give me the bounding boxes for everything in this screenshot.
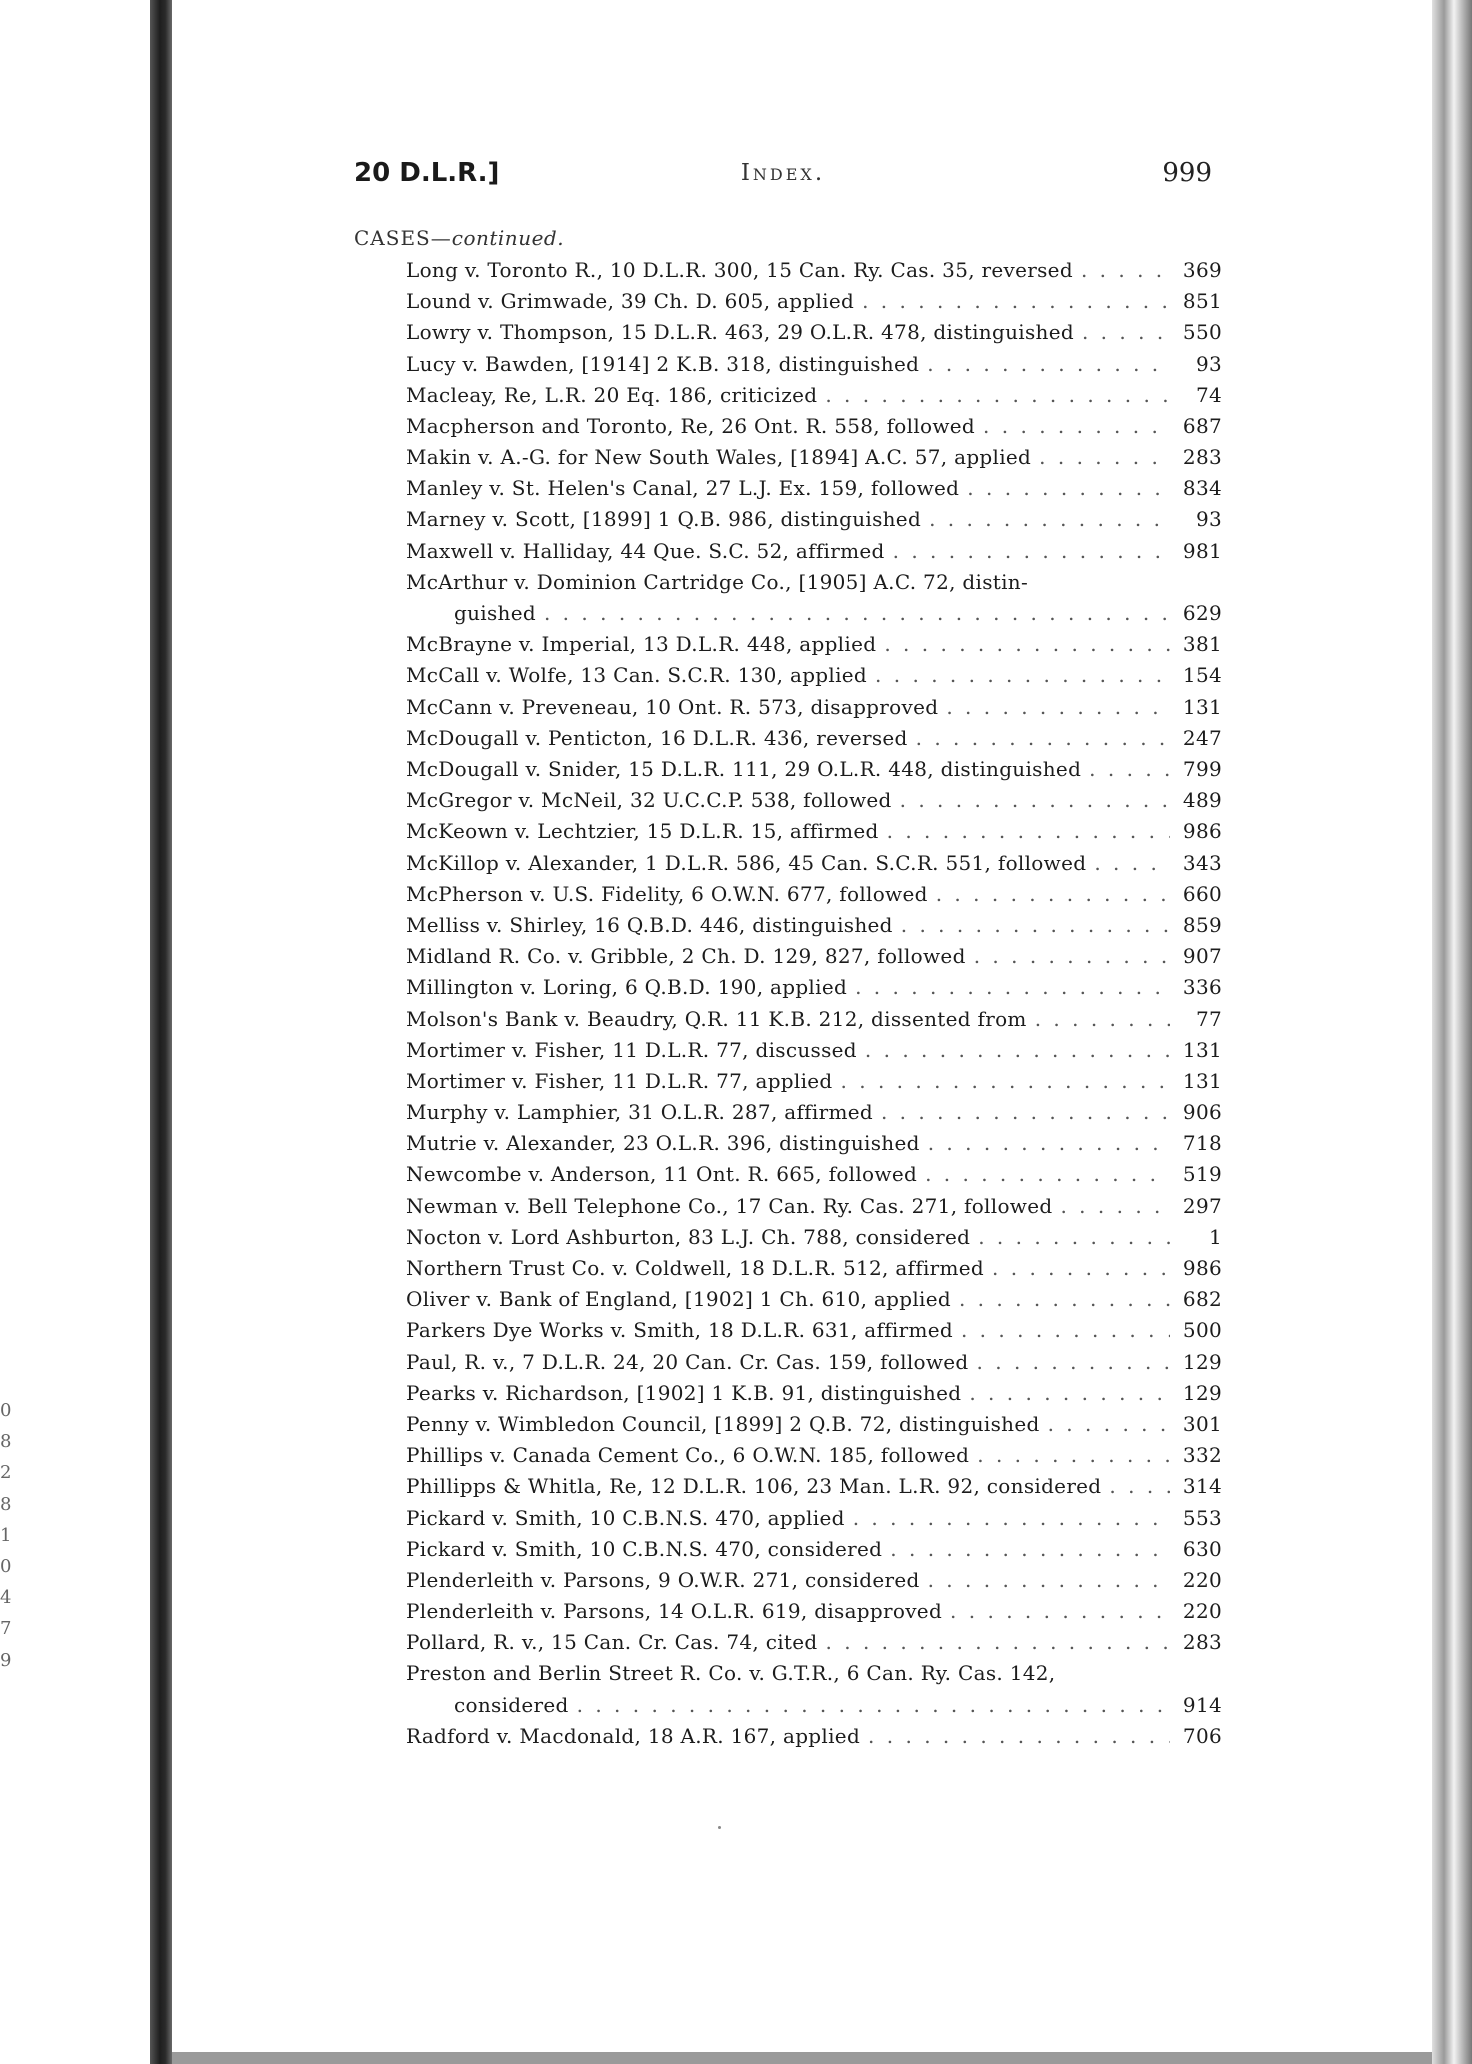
index-entry [406, 473, 1222, 504]
margin-digit: 9 [0, 1649, 12, 1671]
entry-text: Macpherson and Toronto, Re, 26 Ont. R. 558, followed [406, 413, 976, 438]
entry-page-number: 519 [1182, 1162, 1222, 1187]
index-entry [406, 411, 1222, 442]
entry-text: Newcombe v. Anderson, 11 Ont. R. 665, followed [406, 1162, 918, 1187]
dot-leader [927, 349, 1170, 380]
margin-digit: 2 [0, 1462, 12, 1484]
dot-leader [1089, 754, 1170, 785]
dot-leader [959, 1284, 1170, 1315]
dot-leader [925, 1159, 1170, 1190]
page-number: 999 [1162, 158, 1212, 188]
dot-leader [884, 629, 1170, 660]
index-entry [406, 785, 1222, 816]
index-entry [406, 567, 1222, 629]
entry-page-number: 297 [1182, 1193, 1222, 1218]
entry-page-number: 381 [1182, 632, 1222, 657]
entry-text: McDougall v. Penticton, 16 D.L.R. 436, reversed [406, 725, 908, 750]
entry-text: McKillop v. Alexander, 1 D.L.R. 586, 45 Can. S.C.R. 551, followed [406, 850, 1087, 875]
index-entry [406, 1284, 1222, 1315]
dot-leader [887, 816, 1170, 847]
entry-text: McCann v. Preveneau, 10 Ont. R. 573, disapproved [406, 694, 939, 719]
page-edge [1432, 0, 1472, 2064]
entry-page-number: 131 [1182, 1037, 1222, 1062]
dot-leader [1109, 1471, 1170, 1502]
index-entry [406, 255, 1222, 286]
section-heading-label: CASES— [354, 226, 452, 250]
index-entry [406, 972, 1222, 1003]
margin-digit: 0 [0, 1400, 12, 1421]
page-header [354, 158, 1212, 198]
index-entry [406, 442, 1222, 473]
index-entry [406, 1191, 1222, 1222]
index-entry [406, 1159, 1222, 1190]
entry-text: McPherson v. U.S. Fidelity, 6 O.W.N. 677, followed [406, 881, 928, 906]
entry-text: Parkers Dye Works v. Smith, 18 D.L.R. 631, affirmed [406, 1318, 953, 1343]
entry-page-number: 343 [1182, 850, 1222, 875]
entry-text: Midland R. Co. v. Gribble, 2 Ch. D. 129, 827, followed [406, 944, 966, 969]
entry-page-number: 550 [1182, 320, 1222, 345]
index-entry [406, 1315, 1222, 1346]
index-entry [406, 1253, 1222, 1284]
entry-page-number: 283 [1182, 1630, 1222, 1655]
margin-digit: 8 [0, 1431, 12, 1453]
index-entry [406, 1721, 1222, 1752]
entry-text: Long v. Toronto R., 10 D.L.R. 300, 15 Can. Ry. Cas. 35, reversed [406, 257, 1073, 282]
margin-digit: 8 [0, 1493, 12, 1515]
index-entry [406, 1534, 1222, 1565]
entry-text: Melliss v. Shirley, 16 Q.B.D. 446, distinguished [406, 912, 893, 937]
entry-page-number: 851 [1182, 289, 1222, 314]
index-entry [406, 910, 1222, 941]
entry-page-number: 906 [1182, 1100, 1222, 1125]
entry-text: Oliver v. Bank of England, [1902] 1 Ch. 610, applied [406, 1287, 951, 1312]
entry-page-number: 131 [1182, 1068, 1222, 1093]
entry-page-number: 129 [1182, 1349, 1222, 1374]
entry-text: Northern Trust Co. v. Coldwell, 18 D.L.R. 512, affirmed [406, 1256, 985, 1280]
dot-leader [977, 1440, 1170, 1471]
dot-leader [855, 972, 1170, 1003]
index-entry [406, 1097, 1222, 1128]
index-entry [406, 1658, 1222, 1720]
entry-page-number: 314 [1182, 1474, 1222, 1499]
index-entry [406, 848, 1222, 879]
dot-leader [875, 660, 1170, 691]
entry-page-number: 489 [1182, 788, 1222, 813]
index-entry [406, 1347, 1222, 1378]
entry-page-number: 718 [1182, 1131, 1222, 1156]
index-entry [406, 692, 1222, 723]
dot-leader [893, 536, 1170, 567]
dot-leader [862, 286, 1170, 317]
dot-leader [841, 1066, 1170, 1097]
entry-text: Newman v. Bell Telephone Co., 17 Can. Ry. Cas. 271, followed [406, 1193, 1053, 1218]
entry-page-number: 336 [1182, 975, 1222, 1000]
index-entry [406, 349, 1222, 380]
index-entry [406, 723, 1222, 754]
entry-page-number: 799 [1182, 757, 1222, 781]
index-entry [406, 941, 1222, 972]
entry-page-number: 687 [1182, 413, 1222, 438]
index-entry [406, 317, 1222, 348]
entry-text: Phillipps & Whitla, Re, 12 D.L.R. 106, 23 Man. L.R. 92, considered [406, 1474, 1102, 1499]
dot-leader [1082, 317, 1170, 348]
entry-page-number: 77 [1195, 1006, 1222, 1031]
entry-text: Pearks v. Richardson, [1902] 1 K.B. 91, distinguished [406, 1380, 962, 1405]
entry-text: Manley v. St. Helen's Canal, 27 L.J. Ex. 159, followed [406, 476, 960, 501]
index-entry [406, 286, 1222, 317]
entry-page-number: 660 [1182, 881, 1222, 906]
entry-text: Plenderleith v. Parsons, 9 O.W.R. 271, considered [406, 1567, 920, 1592]
dot-leader [992, 1253, 1170, 1284]
entry-page-number: 834 [1182, 476, 1222, 501]
entry-text: Mortimer v. Fisher, 11 D.L.R. 77, discussed [406, 1037, 857, 1062]
entry-text: Maxwell v. Halliday, 44 Que. S.C. 52, affirmed [406, 538, 885, 563]
index-entry [406, 1440, 1222, 1471]
index-entry [406, 1627, 1222, 1658]
dot-leader [936, 879, 1170, 910]
dot-leader [826, 1627, 1170, 1658]
entry-text: McDougall v. Snider, 15 D.L.R. 111, 29 O.L.R. 448, distinguished [406, 757, 1082, 781]
dot-leader [865, 1035, 1170, 1066]
entry-page-number: 93 [1195, 507, 1222, 532]
entry-text: Makin v. A.-G. for New South Wales, [1894] A.C. 57, applied [406, 445, 1032, 470]
entry-text: Murphy v. Lamphier, 31 O.L.R. 287, affirmed [406, 1100, 873, 1125]
entry-text: Penny v. Wimbledon Council, [1899] 2 Q.B. 72, distinguished [406, 1411, 1040, 1436]
entry-page-number: 332 [1182, 1443, 1222, 1468]
entry-text: McCall v. Wolfe, 13 Can. S.C.R. 130, applied [406, 663, 868, 688]
margin-digit: 0 [0, 1556, 12, 1578]
dot-leader [1094, 848, 1170, 879]
facing-page [0, 0, 160, 2064]
dot-leader [825, 380, 1170, 411]
index-entry [406, 816, 1222, 847]
dot-leader [853, 1503, 1170, 1534]
entry-text: Pollard, R. v., 15 Can. Cr. Cas. 74, cited [406, 1630, 818, 1655]
entry-text: Lound v. Grimwade, 39 Ch. D. 605, applied [406, 289, 855, 314]
facing-page-margin-digits [0, 1395, 16, 1676]
section-heading-continued: continued. [451, 226, 565, 250]
index-entry [406, 536, 1222, 567]
entry-text: Phillips v. Canada Cement Co., 6 O.W.N. 185, followed [406, 1443, 970, 1468]
dot-leader [868, 1721, 1170, 1752]
entry-page-number: 706 [1182, 1723, 1222, 1748]
book-gutter [150, 0, 172, 2064]
index-entry [406, 1596, 1222, 1627]
index-entry [406, 380, 1222, 411]
index-entry [406, 1004, 1222, 1035]
dot-leader [881, 1097, 1170, 1128]
dot-leader [928, 1128, 1170, 1159]
margin-digit: 7 [0, 1618, 12, 1640]
entry-text: Pickard v. Smith, 10 C.B.N.S. 470, considered [406, 1536, 883, 1561]
entry-text: McGregor v. McNeil, 32 U.C.C.P. 538, followed [406, 788, 892, 813]
index-entry [406, 629, 1222, 660]
entry-page-number: 907 [1182, 944, 1222, 969]
page-bottom-edge [172, 2052, 1432, 2064]
entry-page-number: 986 [1182, 1256, 1222, 1280]
entry-page-number: 301 [1182, 1411, 1222, 1436]
dot-leader [977, 1347, 1170, 1378]
page-speck [718, 1826, 721, 1829]
index-entry [406, 1222, 1222, 1253]
entry-page-number: 630 [1182, 1536, 1222, 1561]
entry-page-number: 981 [1182, 538, 1222, 563]
index-entries [406, 255, 1222, 1752]
index-entry [406, 1035, 1222, 1066]
index-entry [406, 1503, 1222, 1534]
dot-leader [1081, 255, 1170, 286]
entry-page-number: 500 [1182, 1318, 1222, 1343]
dot-leader [544, 598, 1170, 629]
entry-text: Radford v. Macdonald, 18 A.R. 167, applied [406, 1723, 861, 1748]
entry-text: Pickard v. Smith, 10 C.B.N.S. 470, applied [406, 1505, 845, 1530]
entry-page-number: 682 [1182, 1287, 1222, 1312]
entry-page-number: 986 [1182, 819, 1222, 844]
dot-leader [974, 941, 1170, 972]
index-entry [406, 1471, 1222, 1502]
index-entry [406, 1066, 1222, 1097]
dot-leader [946, 692, 1170, 723]
index-entry [406, 505, 1222, 536]
entry-text: Molson's Bank v. Beaudry, Q.R. 11 K.B. 212, dissented from [406, 1006, 1027, 1031]
index-entry [406, 754, 1222, 785]
index-entry [406, 879, 1222, 910]
entry-text: Nocton v. Lord Ashburton, 83 L.J. Ch. 788, considered [406, 1224, 971, 1249]
dot-leader [929, 504, 1170, 535]
entry-text: Plenderleith v. Parsons, 14 O.L.R. 619, disapproved [406, 1599, 943, 1624]
dot-leader [928, 1565, 1170, 1596]
dot-leader [969, 1378, 1170, 1409]
entry-page-number: 129 [1182, 1380, 1222, 1405]
dot-leader [983, 411, 1170, 442]
margin-digit: 4 [0, 1587, 12, 1609]
section-heading [354, 226, 564, 250]
entry-page-number: 220 [1182, 1567, 1222, 1592]
index-entry [406, 1128, 1222, 1159]
entry-text: Millington v. Loring, 6 Q.B.D. 190, applied [406, 975, 848, 1000]
dot-leader [978, 1222, 1170, 1253]
dot-leader [1048, 1409, 1170, 1440]
dot-leader [1039, 442, 1170, 473]
entry-text: Macleay, Re, L.R. 20 Eq. 186, criticized [406, 382, 818, 407]
entry-page-number: 553 [1182, 1505, 1222, 1530]
entry-page-number: 220 [1182, 1599, 1222, 1624]
entry-text: Preston and Berlin Street R. Co. v. G.T.R., 6 Can. Ry. Cas. 142, [406, 1661, 1056, 1686]
entry-text: McBrayne v. Imperial, 13 D.L.R. 448, applied [406, 632, 877, 657]
entry-text-continued: guished [454, 601, 536, 626]
dot-leader [1035, 1004, 1170, 1035]
entry-text: McArthur v. Dominion Cartridge Co., [1905] A.C. 72, distin- [406, 569, 1029, 594]
entry-page-number: 859 [1182, 912, 1222, 937]
entry-text: Mortimer v. Fisher, 11 D.L.R. 77, applied [406, 1068, 833, 1093]
dot-leader [1060, 1191, 1170, 1222]
index-entry [406, 660, 1222, 691]
entry-page-number: 914 [1182, 1692, 1222, 1717]
dot-leader [916, 723, 1170, 754]
index-entry [406, 1409, 1222, 1440]
dot-leader [950, 1596, 1170, 1627]
dot-leader [901, 910, 1170, 941]
entry-text: Lowry v. Thompson, 15 D.L.R. 463, 29 O.L.R. 478, distinguished [406, 320, 1074, 345]
entry-page-number: 283 [1182, 445, 1222, 470]
dot-leader [577, 1690, 1170, 1721]
running-head: 20 D.L.R.] [354, 158, 500, 188]
margin-digit: 1 [0, 1524, 12, 1546]
entry-page-number: 131 [1182, 694, 1222, 719]
entry-page-number: 74 [1195, 382, 1222, 407]
entry-text: McKeown v. Lechtzier, 15 D.L.R. 15, affirmed [406, 819, 879, 844]
page-title: Index. [740, 160, 826, 186]
index-entry [406, 1378, 1222, 1409]
entry-page-number: 1 [1208, 1224, 1222, 1249]
entry-text: Lucy v. Bawden, [1914] 2 K.B. 318, distinguished [406, 351, 920, 376]
entry-page-number: 154 [1182, 663, 1222, 688]
dot-leader [961, 1315, 1170, 1346]
entry-page-number: 93 [1195, 351, 1222, 376]
entry-page-number: 629 [1182, 601, 1222, 626]
entry-page-number: 247 [1182, 725, 1222, 750]
entry-text: Marney v. Scott, [1899] 1 Q.B. 986, distinguished [406, 507, 922, 532]
dot-leader [890, 1534, 1170, 1565]
index-entry [406, 1565, 1222, 1596]
dot-leader [900, 785, 1170, 816]
entry-page-number: 369 [1182, 257, 1222, 282]
entry-text: Mutrie v. Alexander, 23 O.L.R. 396, distinguished [406, 1131, 920, 1156]
dot-leader [967, 473, 1170, 504]
entry-text: Paul, R. v., 7 D.L.R. 24, 20 Can. Cr. Cas. 159, followed [406, 1349, 969, 1374]
entry-text-continued: considered [454, 1692, 569, 1717]
